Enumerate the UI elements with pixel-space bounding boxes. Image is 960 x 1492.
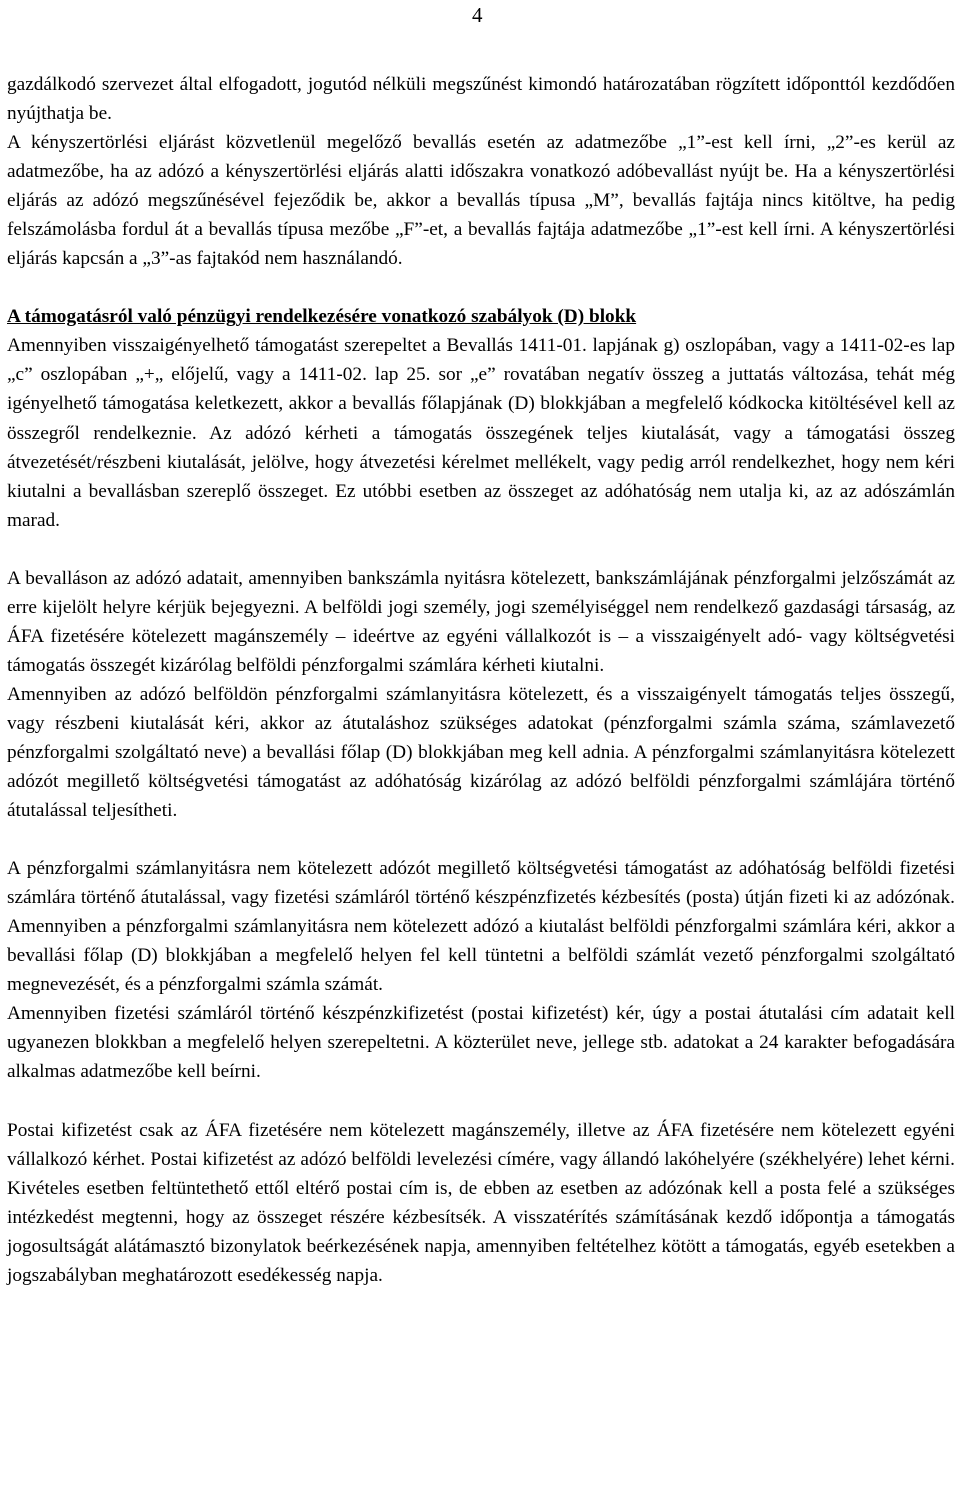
document-body — [7, 70, 955, 1290]
paragraph-penzforgalmi-kotelezett: Amennyiben az adózó belföldön pénzforgalmi számlanyitásra kötelezett, és a visszaigényelt támogatás teljes összegű, vagy részbeni kiutalását kéri, akkor az átutaláshoz szükséges adatokat (pénzforgalmi számla száma, számlavezető pénzforgalmi szolgáltató neve) a bevallási főlap (D) blokkjában meg kell adnia. A pénzforgalmi számlanyitásra kötelezett adózót megillető költségvetési támogatást az adóhatóság kizárólag az adózó belföldi pénzforgalmi számlájára történő átutalással teljesítheti. — [7, 683, 955, 822]
paragraph-keszpenzkifizetes: Amennyiben fizetési számláról történő készpénzkifizetést (postai kifizetést) kér, úgy a postai átutalási cím adatait kell ugyanezen blokkban a megfelelő helyen szerepeltetni. A közterület neve, jellege stb. adatokat a 24 karakter befogadására alkalmas adatmezőbe kell beírni. — [7, 1003, 955, 1083]
paragraph-spacer — [7, 1087, 955, 1116]
paragraph-spacer — [7, 273, 955, 302]
paragraph-kenyszertorles: A kényszertörlési eljárást közvetlenül megelőző bevallás esetén az adatmezőbe „1”-est kell írni, „2”-es kerül az adatmezőbe, ha az adózó a kényszertörlési eljárás alatti időszakra vonatkozó adóbevallást nyújt be. Ha a kényszertörlési eljárás az adózó megszűnésével fejeződik be, akkor a bevallás típusa „M”, bevallás fajtája nincs kitöltve, ha pedig felszámolásba fordul át a bevallás típusa mezőbe „F”-et, a bevallás fajtája adatmezőbe „1”-est kell írni. A kényszertörlési eljárás kapcsán a „3”-as fajtakód nem használandó. — [7, 132, 955, 270]
page-number: 4 — [472, 3, 483, 27]
paragraph-continuation: gazdálkodó szervezet által elfogadott, jogutód nélküli megszűnést kimondó határozatában rögzített időponttól kezdődően nyújthatja be. — [7, 74, 955, 125]
paragraph-bankszamla: A bevalláson az adózó adatait, amennyiben bankszámla nyitásra kötelezett, bankszámlájának pénzforgalmi jelzőszámát az erre kijelölt helyre kérjük bejegyezni. A belföldi jogi személy, jogi személyiséggel nem rendelkező gazdasági társaság, az ÁFA fizetésére kötelezett magánszemély – ideértve az egyéni vállalkozót is – a visszaigényelt adó- vagy költségvetési támogatás összegét kizárólag belföldi pénzforgalmi számlára kérheti kiutalni. — [7, 567, 955, 676]
paragraph-spacer — [7, 825, 955, 854]
paragraph-visszaigenyelheto-tamogatas: Amennyiben visszaigényelhető támogatást szerepeltet a Bevallás 1411-01. lapjának g) oszlopában, vagy a 1411-02-es lap „c” oszlopában „+„ előjelű, vagy a 1411-02. lap 25. sor „e” rovatában negatív összeg a juttatás változása, tehát még igényelhető támogatása keletkezett, akkor a bevallás főlapjának (D) blokkjában a megfelelő kódkocka kitöltésével kell az összegről rendelkeznie. Az adózó kérheti a támogatás összegének teljes kiutalását, vagy a támogatási összeg átvezetését/részbeni kiutalását, jelölve, hogy átvezetési kérelmet mellékelt, vagy pedig arról rendelkezhet, hogy nem kéri kiutalni a bevallásban szereplő összeget. Ez utóbbi esetben az összeget az adóhatóság nem utalja ki, az az adószámlán marad. — [7, 335, 955, 531]
paragraph-nem-kotelezett: A pénzforgalmi számlanyitásra nem kötelezett adózót megillető költségvetési támogatást az adóhatóság belföldi fizetési számlára történő átutalással, vagy fizetési számláról történő készpénzfizetés kézbesítés (posta) útján fizeti ki az adózónak. Amennyiben a pénzforgalmi számlanyitásra nem kötelezett adózó a kiutalást belföldi pénzforgalmi számlára kéri, akkor a bevallási főlap (D) blokkjában a megfelelő helyen fel kell tüntetni a belföldi számlát vezető pénzforgalmi szolgáltató megnevezését, és a pénzforgalmi számla számát. — [7, 858, 955, 996]
paragraph-postai-kifizetes: Postai kifizetést csak az ÁFA fizetésére nem kötelezett magánszemély, illetve az ÁFA fizetésére nem kötelezett egyéni vállalkozó kérhet. Postai kifizetést az adózó belföldi levelezési címére, vagy állandó lakóhelyére (székhelyére) lehet kérni. Kivételes esetben feltüntethető ettől eltérő postai cím is, de ebben az esetben az adózónak kell a posta felé a szükséges intézkedést megtenni, hogy az összeget részére kézbesítsék. A visszatérítés számításának kezdő időpontja a támogatás jogosultságát alátámasztó bizonylatok beérkezésének napja, amennyiben feltételhez kötött a támogatás, egyéb esetekben a jogszabályban meghatározott esedékesség napja. — [7, 1119, 955, 1286]
section-heading-d-block: A támogatásról való pénzügyi rendelkezésére vonatkozó szabályok (D) blokk — [7, 306, 637, 328]
paragraph-spacer — [7, 535, 955, 564]
